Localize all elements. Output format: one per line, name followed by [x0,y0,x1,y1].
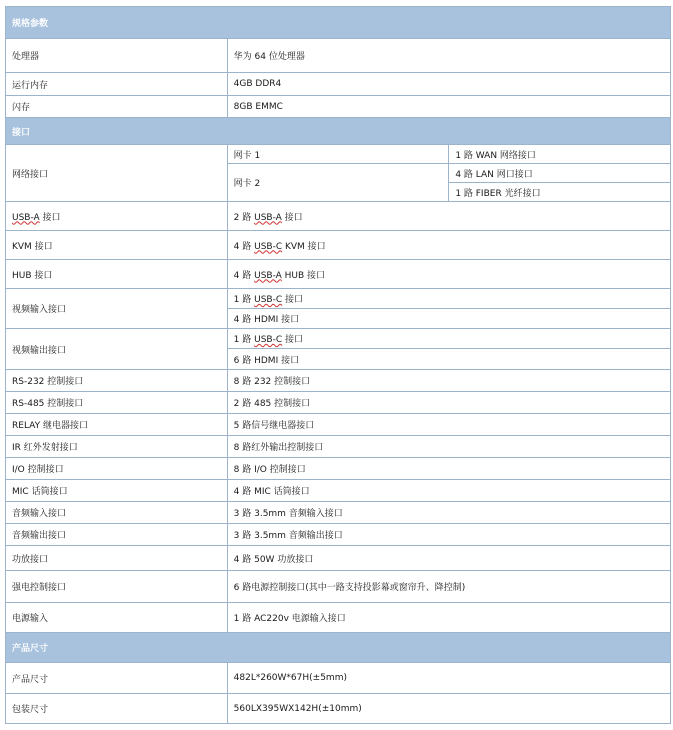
value-part: KVM 接口 [282,241,326,252]
row-value: 5 路信号继电器接口 [227,414,670,436]
spec-table [5,6,671,724]
value-part: 4 路 [233,241,255,252]
row-value: 6 路电源控制接口(其中一路支持投影幕或窗帘升、降控制) [227,571,670,603]
value-part: 接口 [282,295,303,305]
value-part: USB-A [254,270,282,281]
row-value: 华为 64 位处理器 [227,39,670,73]
row-label: 产品尺寸 [6,663,228,694]
section-header-size [6,633,671,663]
row-label: 视频输入接口 [6,289,228,329]
row-value: 1 路 FIBER 光纤接口 [449,183,671,202]
table-row [6,96,671,118]
value-part: HUB 接口 [281,270,326,281]
table-row [6,480,671,502]
table-row [6,502,671,524]
value-part: 4 路 [233,270,255,281]
section-header-spec [6,7,671,39]
sub-label: 网卡 2 [227,164,449,202]
table-row [6,202,671,231]
row-value: 4 路 HDMI 接口 [227,309,670,329]
row-value: 8GB EMMC [227,96,670,118]
row-label: I/O 控制接口 [6,458,228,480]
row-label: RS-485 控制接口 [6,392,228,414]
row-value: 8 路红外输出控制接口 [227,436,670,458]
label-part: 接口 [39,212,61,223]
row-value: 6 路 HDMI 接口 [227,349,670,370]
value-part: USB-C [254,295,283,305]
row-value: 8 路 232 控制接口 [227,370,670,392]
row-label: 强电控制接口 [6,571,228,603]
row-label: IR 红外发射接口 [6,436,228,458]
table-row [6,289,671,309]
row-value: 4 路 MIC 话筒接口 [227,480,670,502]
row-value: 1 路 WAN 网络接口 [449,145,671,164]
row-value: 1 路 AC220v 电源输入接口 [227,603,670,633]
row-value: 482L*260W*67H(±5mm) [227,663,670,694]
row-label: 视频输出接口 [6,329,228,370]
section-title: 规格参数 [6,7,671,39]
table-row [6,329,671,349]
row-label: 电源输入 [6,603,228,633]
row-label: KVM 接口 [6,231,228,260]
table-row [6,370,671,392]
table-row [6,524,671,546]
value-part: 接口 [281,212,303,223]
section-title: 产品尺寸 [6,633,671,663]
table-row [6,663,671,694]
row-value: 4 路 50W 功放接口 [227,546,670,571]
value-part: 1 路 [233,295,255,305]
row-value: 3 路 3.5mm 音频输出接口 [227,524,670,546]
row-label: 处理器 [6,39,228,73]
label-part: USB-A [12,212,40,223]
row-label: 功放接口 [6,546,228,571]
value-part: USB-C [254,241,283,252]
row-label: RELAY 继电器接口 [6,414,228,436]
value-part: 接口 [282,335,303,345]
row-value: 8 路 I/O 控制接口 [227,458,670,480]
value-part: USB-C [254,335,283,345]
table-row [6,73,671,96]
table-row [6,694,671,724]
table-row [6,546,671,571]
row-label: 音频输出接口 [6,524,228,546]
table-row [6,260,671,289]
section-header-interface [6,118,671,145]
row-label: 包装尺寸 [6,694,228,724]
row-label: 运行内存 [6,73,228,96]
row-value: 3 路 3.5mm 音频输入接口 [227,502,670,524]
table-row [6,458,671,480]
table-row [6,414,671,436]
row-value [227,329,670,349]
row-label: 音频输入接口 [6,502,228,524]
section-title: 接口 [6,118,671,145]
table-row [6,436,671,458]
table-row [6,39,671,73]
sub-label: 网卡 1 [227,145,449,164]
value-part: 1 路 [233,335,255,345]
table-row [6,145,671,164]
row-label [6,202,228,231]
row-value [227,231,670,260]
row-label: MIC 话筒接口 [6,480,228,502]
table-row [6,603,671,633]
row-value: 4 路 LAN 网口接口 [449,164,671,183]
table-row [6,392,671,414]
row-value [227,260,670,289]
row-value [227,202,670,231]
table-row [6,231,671,260]
row-label: RS-232 控制接口 [6,370,228,392]
row-value: 560LX395WX142H(±10mm) [227,694,670,724]
row-value: 2 路 485 控制接口 [227,392,670,414]
table-row [6,571,671,603]
row-value [227,289,670,309]
row-label: HUB 接口 [6,260,228,289]
value-part: 2 路 [233,212,255,223]
value-part: USB-A [254,212,282,223]
row-label: 闪存 [6,96,228,118]
row-value: 4GB DDR4 [227,73,670,96]
row-label: 网络接口 [6,145,228,202]
